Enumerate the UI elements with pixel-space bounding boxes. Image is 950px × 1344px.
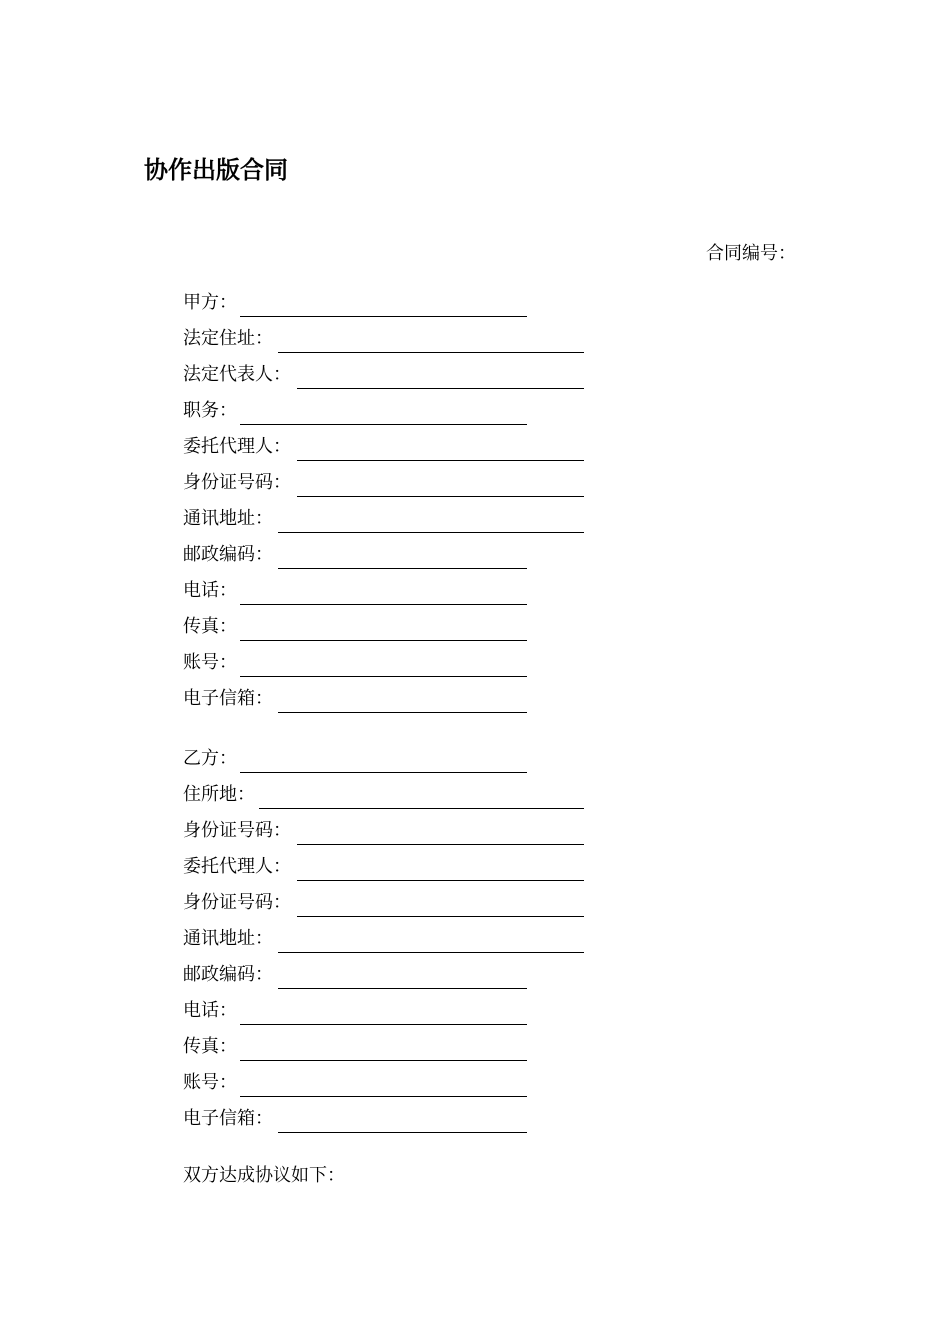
field-label: 邮政编码： xyxy=(183,964,273,985)
blank-line[interactable] xyxy=(278,1132,527,1133)
field-label: 通讯地址： xyxy=(183,928,273,949)
blank-line[interactable] xyxy=(297,460,584,461)
field-label: 住所地： xyxy=(183,784,255,805)
blank-line[interactable] xyxy=(297,496,584,497)
field-label: 身份证号码： xyxy=(183,820,291,841)
blank-line[interactable] xyxy=(297,916,584,917)
blank-line[interactable] xyxy=(278,712,527,713)
field-label: 职务： xyxy=(183,400,237,421)
blank-line[interactable] xyxy=(240,1096,527,1097)
blank-line[interactable] xyxy=(240,772,527,773)
field-label: 电话： xyxy=(183,1000,237,1021)
blank-line[interactable] xyxy=(278,352,584,353)
field-label: 邮政编码： xyxy=(183,544,273,565)
field-label: 通讯地址： xyxy=(183,508,273,529)
blank-line[interactable] xyxy=(259,808,584,809)
agreement-intro-text: 双方达成协议如下： xyxy=(183,1165,345,1186)
field-label: 甲方： xyxy=(183,292,237,313)
field-label: 委托代理人： xyxy=(183,436,291,457)
blank-line[interactable] xyxy=(297,844,584,845)
blank-line[interactable] xyxy=(278,568,527,569)
document-title: 协作出版合同 xyxy=(144,156,288,184)
field-label: 电子信箱： xyxy=(183,688,273,709)
field-label: 电子信箱： xyxy=(183,1108,273,1129)
field-label: 账号： xyxy=(183,1072,237,1093)
field-label: 身份证号码： xyxy=(183,472,291,493)
field-label: 委托代理人： xyxy=(183,856,291,877)
field-label: 传真： xyxy=(183,1036,237,1057)
blank-line[interactable] xyxy=(240,316,527,317)
field-label: 法定住址： xyxy=(183,328,273,349)
field-label: 账号： xyxy=(183,652,237,673)
blank-line[interactable] xyxy=(278,952,584,953)
field-label: 乙方： xyxy=(183,748,237,769)
field-label: 法定代表人： xyxy=(183,364,291,385)
field-label: 身份证号码： xyxy=(183,892,291,913)
blank-line[interactable] xyxy=(240,1024,527,1025)
field-label: 传真： xyxy=(183,616,237,637)
blank-line[interactable] xyxy=(297,388,584,389)
blank-line[interactable] xyxy=(240,676,527,677)
blank-line[interactable] xyxy=(278,988,527,989)
blank-line[interactable] xyxy=(240,1060,527,1061)
blank-line[interactable] xyxy=(278,532,584,533)
blank-line[interactable] xyxy=(240,604,527,605)
blank-line[interactable] xyxy=(297,880,584,881)
field-label: 电话： xyxy=(183,580,237,601)
blank-line[interactable] xyxy=(240,424,527,425)
contract-number-label: 合同编号： xyxy=(706,243,796,264)
blank-line[interactable] xyxy=(240,640,527,641)
